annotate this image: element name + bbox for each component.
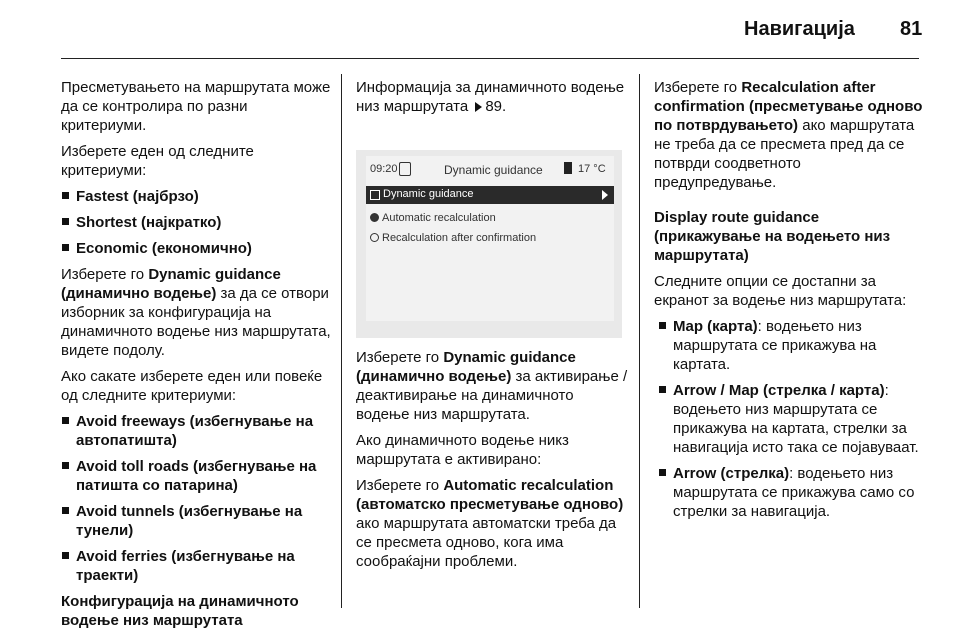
status-bar (366, 156, 614, 184)
paragraph: Ако сакате изберете еден или повеќе од следните критериуми: (61, 368, 323, 404)
paragraph: Информација за динамичното водење низ маршрутата 89. (356, 79, 625, 115)
bullet-icon (659, 322, 666, 329)
list-item: Avoid freeways (избегнување на автопатишта) (61, 412, 331, 450)
chevron-right-icon (602, 190, 608, 200)
paragraph: Изберете го Recalculation after confirmation (пресметување одново по потврдувањето) ако маршрутата не треба да се пресмета пред да се потврди соодветното предупредување. (654, 79, 923, 191)
radio-icon (370, 233, 379, 242)
bullet-icon (62, 507, 69, 514)
bullet-icon (62, 244, 69, 251)
option-recalculation-after-confirmation[interactable]: Recalculation after confirmation (370, 232, 536, 244)
paragraph: Следните опции се достапни за екранот за водење низ маршрутата: (654, 273, 907, 309)
navigation-icon (399, 162, 411, 176)
list-item: Avoid tunnels (избегнување на тунели) (61, 502, 331, 540)
bullet-icon (62, 192, 69, 199)
list-item: Fastest (најбрзо) (61, 187, 331, 206)
column-1 (61, 78, 331, 637)
temperature: 17 °C (578, 163, 606, 175)
bullet-icon (62, 462, 69, 469)
paragraph: Пресметувањето на маршрутата може да се контролира по разни критериуми. (61, 79, 331, 134)
checkbox-icon (370, 190, 380, 200)
paragraph: Изберете го Dynamic guidance (динамично водење) за да се отвори изборник за конфигурација на динамичното водење низ маршрутата, видете подолу. (61, 266, 331, 359)
bullet-icon (659, 469, 666, 476)
list-item: Map (карта): водењето низ маршрутата се прикажува на картата. (654, 317, 924, 374)
column-2-lower (356, 348, 628, 578)
list-item: Avoid ferries (избегнување на траекти) (61, 547, 331, 585)
screen-title: Dynamic guidance (444, 163, 543, 177)
bullet-icon (62, 417, 69, 424)
paragraph: Изберете го Automatic recalculation (автоматско пресметување одново) ако маршрутата автоматски треба да се пресмета одново, кога има сообраќајни проблеми. (356, 477, 624, 570)
column-divider-2 (639, 74, 640, 608)
display-screen (366, 156, 614, 321)
column-3 (654, 78, 924, 528)
section-heading: Конфигурација на динамичното водење низ маршрутата (61, 593, 299, 629)
clock: 09:20 (370, 163, 398, 175)
menu-item-dynamic-guidance[interactable]: Dynamic guidance (366, 186, 614, 204)
phone-icon (564, 162, 572, 174)
header-divider (61, 58, 919, 59)
bullet-icon (659, 386, 666, 393)
list-item: Shortest (најкратко) (61, 213, 331, 232)
radio-selected-icon (370, 213, 379, 222)
bullet-icon (62, 218, 69, 225)
paragraph: Изберете еден од следните критериуми: (61, 143, 254, 179)
list-item: Avoid toll roads (избегнување на патишта со патарина) (61, 457, 331, 495)
list-item: Arrow / Map (стрелка / карта): водењето низ маршрутата се прикажува на картата, стрелки за навигација исто така се појавуваат. (654, 381, 924, 457)
option-automatic-recalculation[interactable]: Automatic recalculation (370, 212, 496, 224)
paragraph: Изберете го Dynamic guidance (динамично водење) за активирање /деактивирање на динамичното водење низ маршрутата. (356, 349, 628, 423)
page-section-title: Навигација (744, 18, 855, 40)
section-heading: Display route guidance (прикажување на водењето низ маршрутата) (654, 209, 891, 264)
list-item: Arrow (стрелка): водењето низ маршрутата се прикажува само со стрелки за навигација. (654, 464, 924, 521)
paragraph: Ако динамичното водење никз маршрутата е активирано: (356, 432, 569, 468)
column-2 (356, 78, 628, 123)
column-divider-1 (341, 74, 342, 608)
bullet-icon (62, 552, 69, 559)
infotainment-screenshot (356, 150, 622, 338)
reference-arrow-icon (475, 102, 482, 112)
list-item: Economic (економично) (61, 239, 331, 258)
page-number: 81 (900, 18, 923, 40)
